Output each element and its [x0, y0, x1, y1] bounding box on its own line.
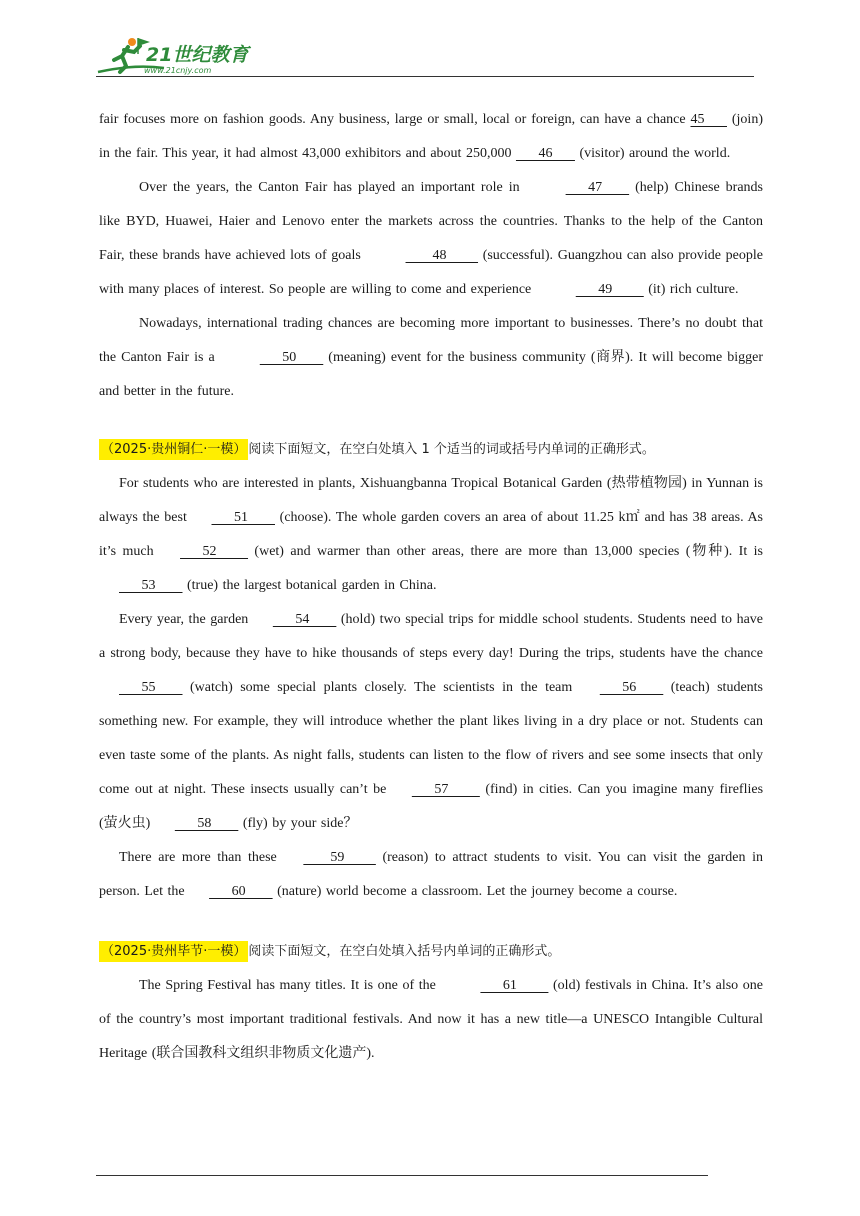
- blank-45: 45: [690, 112, 727, 127]
- footer-divider: [96, 1175, 708, 1176]
- blank-49: 49: [575, 282, 644, 297]
- blank-60: 60: [209, 884, 273, 899]
- source-tag: （2025·贵州铜仁·一模）: [99, 439, 248, 460]
- blank-54: 54: [272, 612, 337, 627]
- blank-52: 52: [180, 544, 249, 559]
- paragraph: For students who are interested in plants, Xishuangbanna Tropical Botanical Garden (热带植物园) in Yunnan is always the best 51 (choose). The whole garden covers an area of about 11.25 k㎡ and has 38 areas. As it’s much 52 (wet) and warmer than other areas, there are more than 13,000 species (物种). It is 53 (true) the largest botanical garden in China.: [99, 467, 763, 603]
- section-heading: [99, 935, 763, 969]
- logo-url-text: www.21cnjy.com: [144, 66, 212, 75]
- blank-61: 61: [480, 978, 549, 993]
- header-divider: [96, 76, 754, 77]
- paragraph: The Spring Festival has many titles. It is one of the 61 (old) festivals in China. It’s also one of the country’s most important traditional festivals. And now it has a new title—a UNESCO Intangible Cultural Heritage (联合国教科文组织非物质文化遗产).: [99, 969, 763, 1071]
- blank-53: 53: [119, 578, 183, 593]
- paragraph: Every year, the garden 54 (hold) two special trips for middle school students. Students need to have a strong body, because they have to hike thousands of steps every day! During the trips, students have the chance 55 (watch) some special plants closely. The scientists in the team 56 (teach) students something new. For example, they will introduce whether the plant likes living in a dry place or not. Students can even taste some of the plants. As night falls, students can listen to the flow of rivers and see some insects that only come out at night. These insects usually can’t be 57 (find) in cities. Can you imagine many fireflies (萤火虫) 58 (fly) by your side？: [99, 603, 763, 841]
- blank-57: 57: [411, 782, 480, 797]
- blank-58: 58: [174, 816, 239, 831]
- paragraph: Nowadays, international trading chances are becoming more important to businesses. There’s no doubt that the Canton Fair is a 50 (meaning) event for the business community (商界). It will become bigger and better in the future.: [99, 316, 764, 399]
- blank-47: 47: [565, 180, 630, 195]
- blank-55: 55: [119, 680, 183, 695]
- paragraph: There are more than these 59 (reason) to attract students to visit. You can visit the garden in person. Let the 60 (nature) world become a classroom. Let the journey become a course.: [99, 841, 763, 909]
- blank-50: 50: [259, 350, 324, 365]
- blank-46: 46: [515, 146, 575, 161]
- blank-59: 59: [303, 850, 376, 865]
- section-heading: [99, 433, 763, 467]
- instruction-text: 阅读下面短文，在空白处填入 1 个适当的词或括号内单词的正确形式。: [248, 442, 655, 457]
- document-body: [99, 103, 763, 1071]
- runner-logo-icon: [94, 34, 264, 76]
- logo-text: 21世纪教育: [146, 44, 249, 66]
- blank-48: 48: [405, 248, 479, 263]
- paragraph: Over the years, the Canton Fair has played an important role in 47 (help) Chinese brands like BYD, Huawei, Haier and Lenovo enter the markets across the countries. Thanks to the help of the Canton Fair, these brands have achieved lots of goals 48 (successful). Guangzhou can also provide people with many places of interest. So people are willing to come and experience 49 (it) rich culture.: [99, 171, 763, 307]
- paragraph: fair focuses more on fashion goods. Any business, large or small, local or foreign, can have a chance 45 (join) in the fair. This year, it had almost 43,000 exhibitors and about 250,000 46 (visitor) around the world.: [99, 103, 763, 171]
- site-logo: [94, 34, 264, 76]
- blank-51: 51: [211, 510, 275, 525]
- blank-56: 56: [599, 680, 664, 695]
- source-tag: （2025·贵州毕节·一模）: [99, 941, 248, 962]
- instruction-text: 阅读下面短文，在空白处填入括号内单词的正确形式。: [248, 944, 561, 959]
